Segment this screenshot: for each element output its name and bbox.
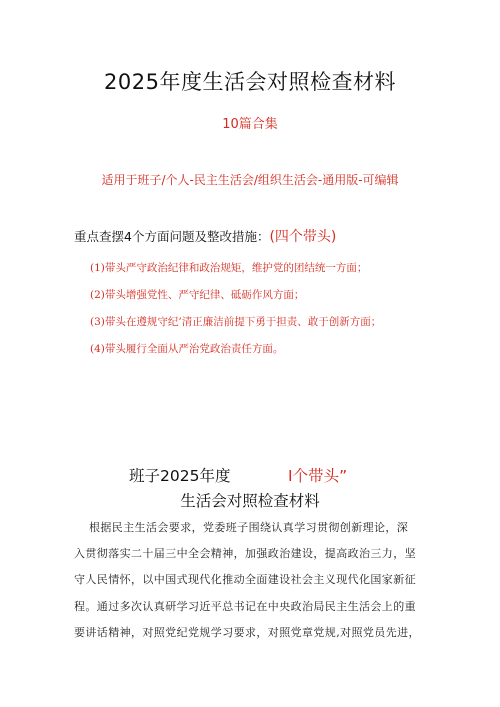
body-line-3: 守人民情怀，以中国式现代化推动全面建设社会主义现代化国家新征: [74, 573, 416, 586]
section-heading-part2: I个带头”: [288, 467, 348, 485]
focus-item-4: (4)带头履行全面从严治党政治责任方面。: [90, 343, 284, 355]
focus-item-3: (3)带头在遵规守纪’清正廉洁前提下勇于担责、敢于创新方面；: [90, 316, 382, 328]
body-line-4: 程。通过多次认真研学习近平总书记在中央政治局民主生活会上的重: [74, 600, 416, 613]
focus-label: 重点查摆4个方面问题及整改措施：: [74, 229, 270, 244]
body-line-5: 要讲话精神，对照党纪党规学习要求，对照党章党规,对照党员先进，: [74, 626, 420, 639]
focus-heading: [74, 226, 336, 246]
document-subtitle: 10篇合集: [222, 117, 278, 132]
body-line-2: 入贯彻落实二十届三中全会精神，加强政治建设，提高政治三力，坚: [74, 547, 416, 560]
section-heading-line2: 生活会对照检查材料: [180, 492, 320, 510]
focus-item-2: (2)带头增强党性、严守纪律、砥砺作风方面；: [90, 289, 305, 301]
section-heading-part1: 班子2025年度: [129, 467, 231, 485]
focus-highlight: (四个带头): [269, 229, 337, 245]
applies-to-note: 适用于班子/个人-民主生活会/组织生活会-通用版-可编辑: [101, 173, 399, 187]
focus-item-1: (1)带头严守政治纪律和政治规矩，维护党的团结统一方面；: [90, 262, 368, 274]
document-title: 2025年度生活会对照检查材料: [104, 70, 396, 94]
body-line-1: 根据民主生活会要求，党委班子围绕认真学习贯彻创新理论，深: [89, 521, 409, 534]
